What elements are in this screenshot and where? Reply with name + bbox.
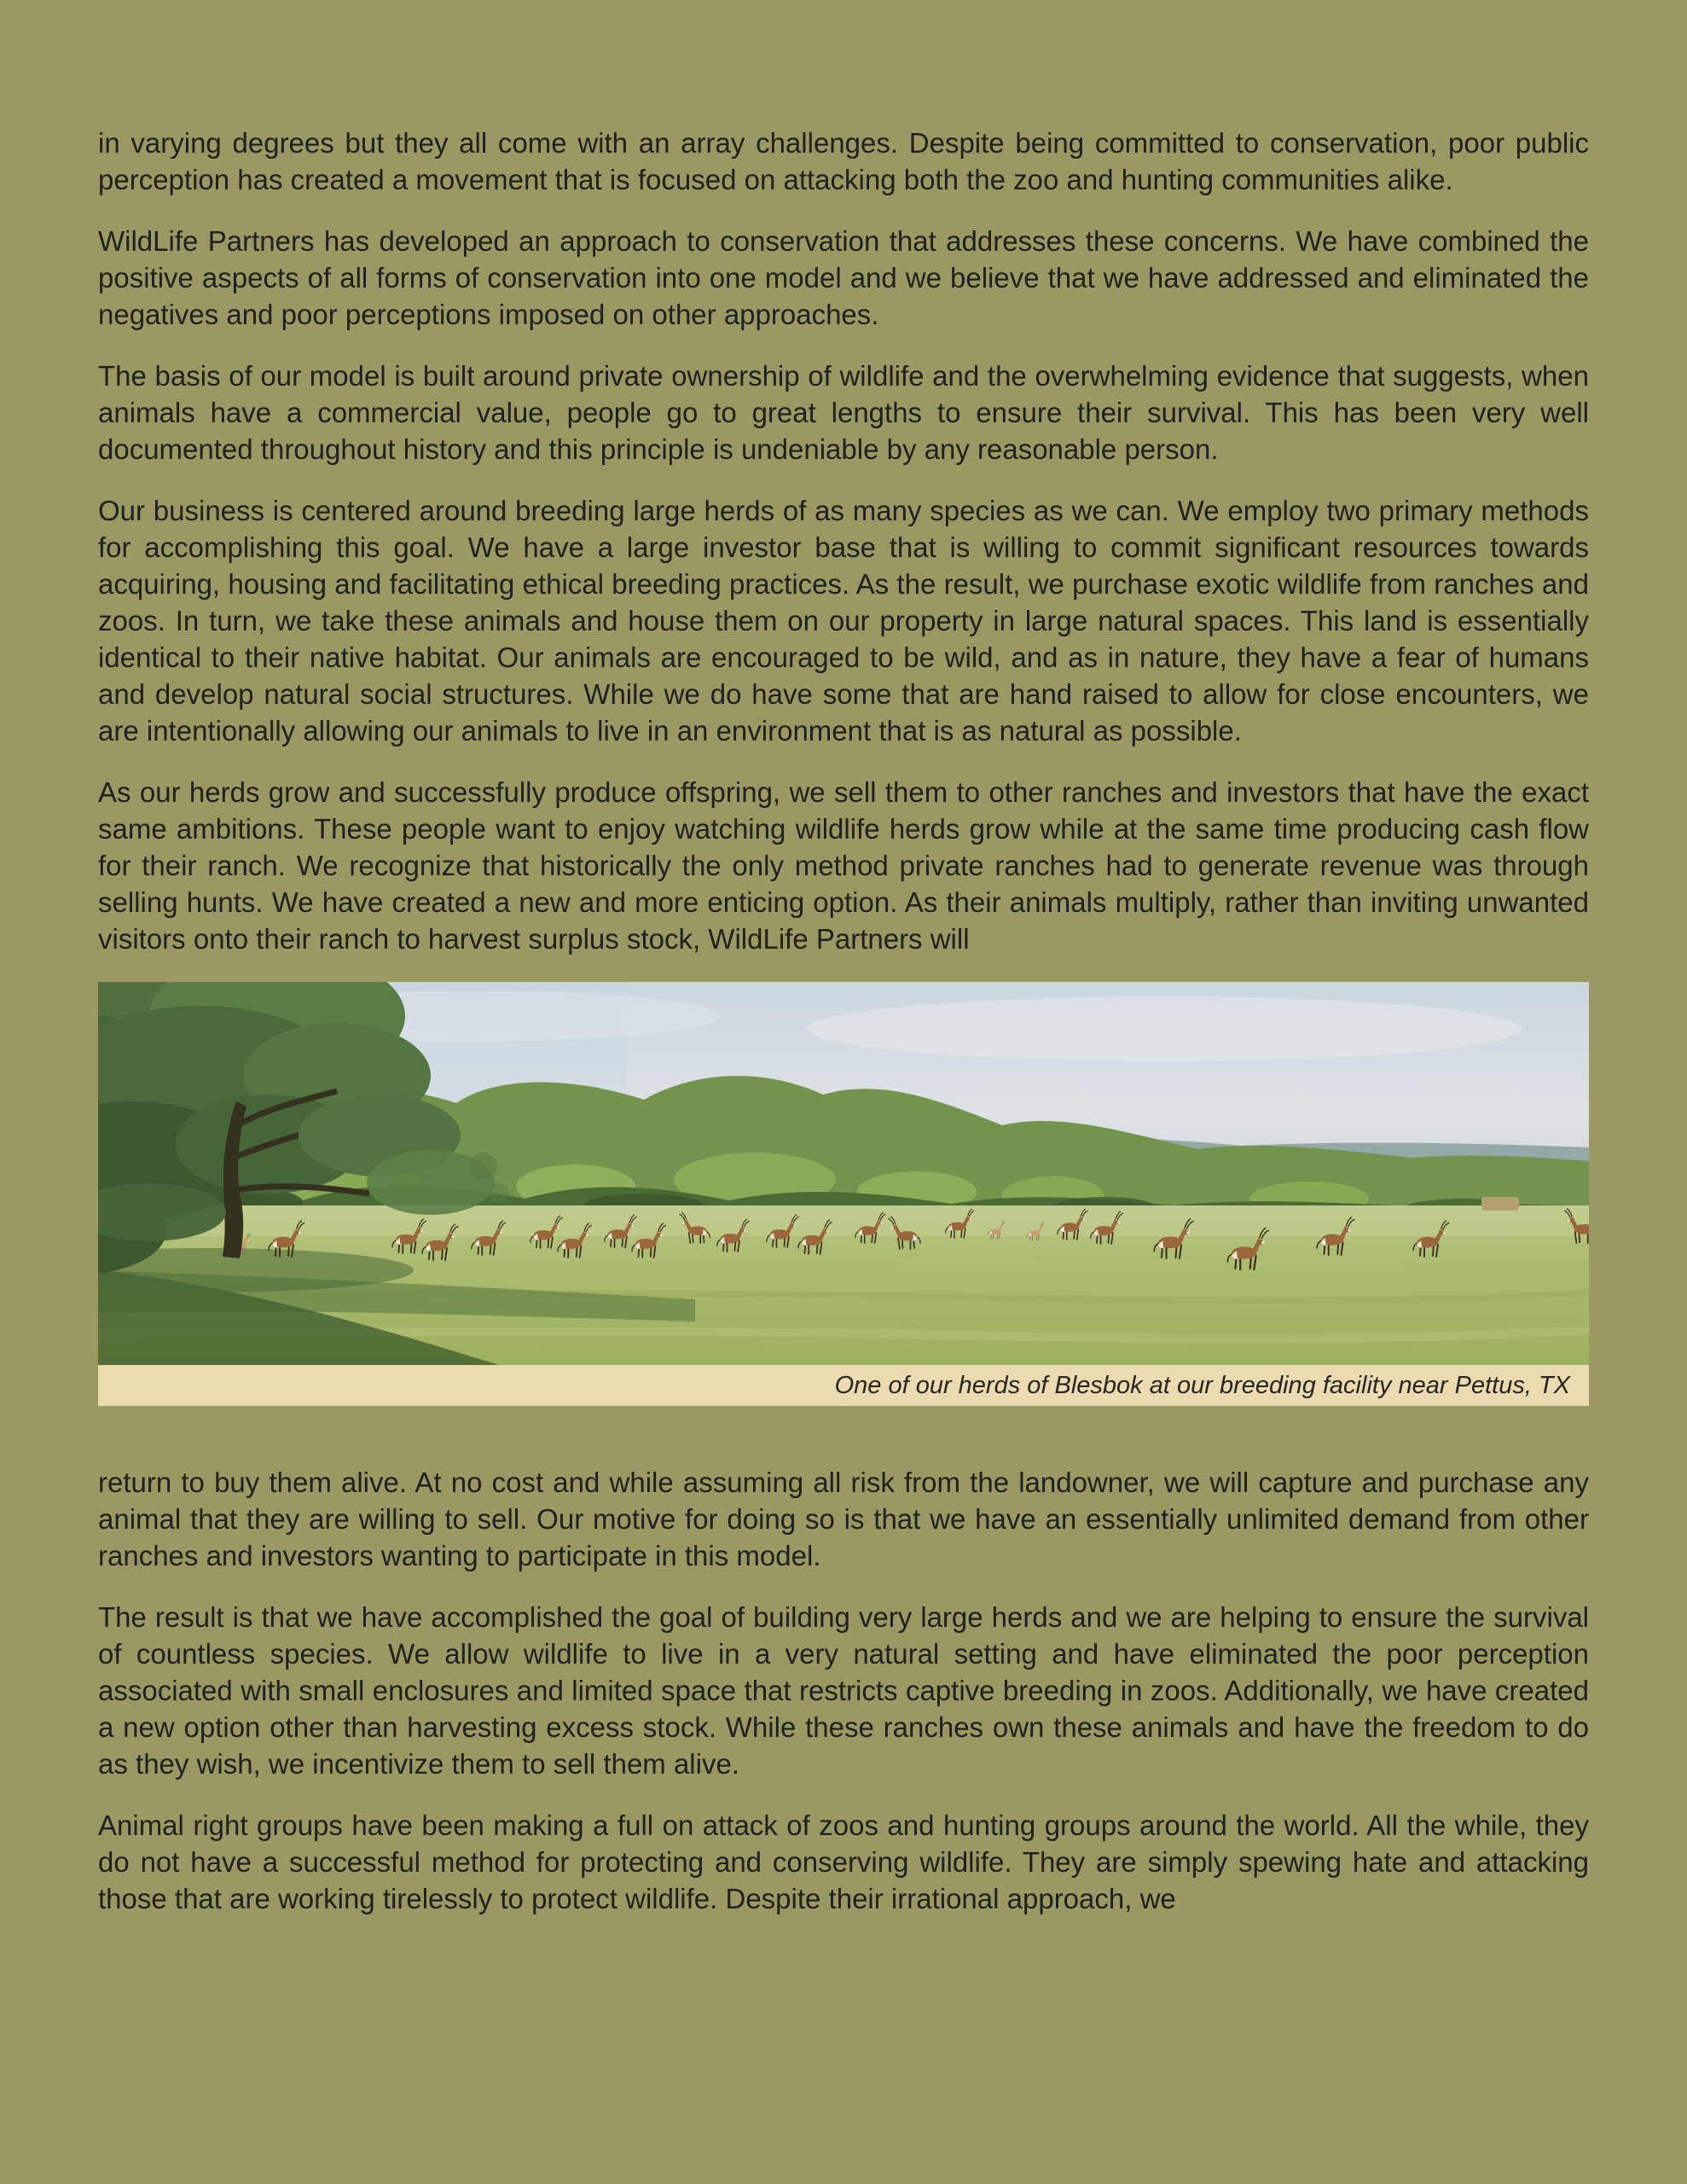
body-paragraph-5: As our herds grow and successfully produce offspring, we sell them to other ranches and investors that have the exact same ambitions. These people want to enjoy watching wildlife herds grow while at the same time producing cash flow for their ranch. We recognize that historically the only method private ranches had to generate revenue was through selling hunts. We have created a new and more enticing option. As their animals multiply, rather than inviting unwanted visitors onto their ranch to harvest surplus stock, WildLife Partners will xyxy=(98,776,1589,955)
body-paragraph-7: The result is that we have accomplished the goal of building very large herds and we are helping to ensure the survival of countless species. We allow wildlife to live in a very natural setting and have eliminated the poor perception associated with small enclosures and limited space that restricts captive breeding in zoos. Additionally, we have created a new option other than harvesting excess stock. While these ranches own these animals and have the freedom to do as they wish, we incentivize them to sell them alive. xyxy=(98,1601,1589,1780)
photo-caption-text: One of our herds of Blesbok at our breeding facility near Pettus, TX xyxy=(834,1371,1570,1399)
blesbok-herd-photo xyxy=(98,982,1589,1365)
body-paragraph-4: Our business is centered around breeding large herds of as many species as we can. We employ two primary methods for accomplishing this goal. We have a large investor base that is willing to commit significant resources towards acquiring, housing and facilitating ethical breeding practices. As the result, we purchase exotic wildlife from ranches and zoos. In turn, we take these animals and house them on our property in large natural spaces. This land is essentially identical to their native habitat. Our animals are encouraged to be wild, and as in nature, they have a fear of humans and develop natural social structures. While we do have some that are hand raised to allow for close encounters, we are intentionally allowing our animals to live in an environment that is as natural as possible. xyxy=(98,495,1589,746)
body-paragraph-2: WildLife Partners has developed an approach to conservation that addresses these concerns. We have combined the positive aspects of all forms of conservation into one model and we believe that we have addressed and eliminated the negatives and poor perceptions imposed on other approaches. xyxy=(98,225,1589,330)
body-paragraph-1: in varying degrees but they all come with an array challenges. Despite being committed to conservation, poor public perception has created a movement that is focused on attacking both the zoo and hunting communities alike. xyxy=(98,127,1589,195)
grass-field xyxy=(98,1197,1589,1365)
stone-feeder xyxy=(1481,1197,1519,1211)
body-paragraph-8: Animal right groups have been making a full on attack of zoos and hunting groups around the world. All the while, they do not have a successful method for protecting and conserving wildlife. They are simply spewing hate and attacking those that are working tirelessly to protect wildlife. Despite their irrational approach, we xyxy=(98,1809,1589,1914)
body-paragraph-6: return to buy them alive. At no cost and while assuming all risk from the landowner, we will capture and purchase any animal that they are willing to sell. Our motive for doing so is that we have an essentially unlimited demand from other ranches and investors wanting to participate in this model. xyxy=(98,1467,1589,1571)
herd-photo-illustration xyxy=(98,982,1589,1365)
photo-caption-bar xyxy=(98,1365,1589,1406)
blesbok-photo-figure xyxy=(98,982,1589,1406)
body-paragraph-3: The basis of our model is built around private ownership of wildlife and the overwhelming evidence that suggests, when animals have a commercial value, people go to great lengths to ensure their survival. This has been very well documented throughout history and this principle is undeniable by any reasonable person. xyxy=(98,360,1589,465)
